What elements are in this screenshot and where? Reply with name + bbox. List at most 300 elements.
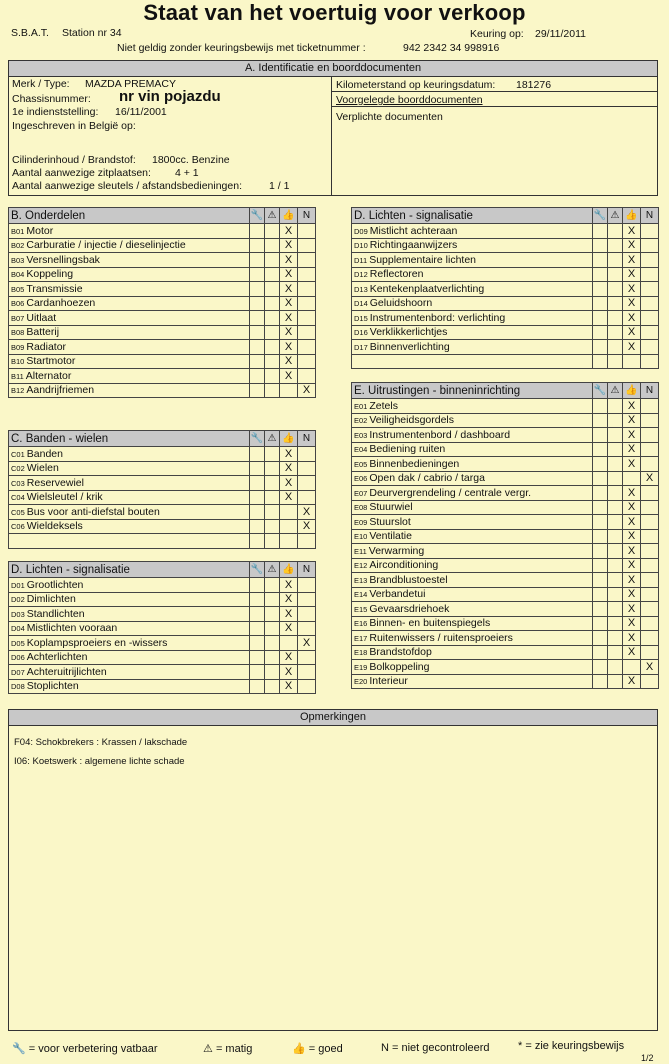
rating-cell <box>593 267 608 282</box>
table-row <box>9 490 316 505</box>
warning-icon: ⚠ <box>608 383 623 399</box>
rating-cell: X <box>623 428 641 443</box>
table-row <box>9 679 316 694</box>
rating-cell <box>593 238 608 253</box>
rating-cell <box>593 515 608 530</box>
table-row <box>9 461 316 476</box>
rating-cell: X <box>623 340 641 355</box>
item-label: Transmissie <box>26 282 83 295</box>
identification-divider <box>331 76 332 195</box>
rating-cell <box>608 486 623 501</box>
item-label: Koplampsproeiers en -wissers <box>26 636 168 649</box>
item-label: Verbandetui <box>369 588 426 601</box>
item-label: Ventilatie <box>369 530 412 543</box>
wrench-icon: 🔧 <box>250 208 265 224</box>
table-row <box>9 447 316 462</box>
rating-cell: X <box>280 325 298 340</box>
item-label: Verklikkerlichtjes <box>369 326 448 339</box>
table-row <box>352 674 659 689</box>
item-code: D05 <box>11 638 25 648</box>
rating-cell: X <box>280 340 298 355</box>
warning-icon: ⚠ <box>203 1043 213 1055</box>
item-code: E07 <box>354 488 368 498</box>
page-number: 1/2 <box>641 1053 654 1063</box>
section-title: D. Lichten - signalisatie <box>352 208 593 224</box>
item-label: Motor <box>26 224 54 237</box>
rating-cell <box>608 587 623 602</box>
item-label: Standlichten <box>26 607 85 620</box>
make-label: Merk / Type: <box>12 78 70 90</box>
legend-good: 👍 = goed <box>292 1043 343 1055</box>
item-code: E03 <box>354 430 368 440</box>
rating-cell <box>265 621 280 636</box>
rating-cell <box>593 253 608 268</box>
item-code: D10 <box>354 241 368 251</box>
item-code: C01 <box>11 449 25 459</box>
rating-cell <box>298 490 316 505</box>
rating-cell: X <box>623 399 641 414</box>
rating-cell <box>641 486 659 501</box>
inspection-label: Keuring op: <box>470 28 524 40</box>
item-label: Batterij <box>26 326 60 339</box>
rating-cell <box>608 674 623 689</box>
table-row <box>9 296 316 311</box>
rating-cell: X <box>623 325 641 340</box>
rating-cell <box>641 674 659 689</box>
rating-cell <box>608 413 623 428</box>
rating-cell <box>593 442 608 457</box>
rating-cell <box>608 311 623 326</box>
rating-cell <box>250 253 265 268</box>
chassis-value: nr vin pojazdu <box>119 88 221 105</box>
item-code: E11 <box>354 546 367 556</box>
table-row <box>9 369 316 384</box>
item-code: B09 <box>11 342 25 352</box>
item-label: Mistlichten vooraan <box>26 622 118 635</box>
table-row <box>352 500 659 515</box>
rating-cell: X <box>280 253 298 268</box>
wrench-icon: 🔧 <box>250 562 265 578</box>
item-code: E20 <box>354 677 368 687</box>
empty-row <box>352 354 659 369</box>
rating-cell <box>641 544 659 559</box>
rating-cell <box>641 515 659 530</box>
rating-cell: X <box>623 238 641 253</box>
section-title: B. Onderdelen <box>9 208 250 224</box>
item-label: Bediening ruiten <box>369 443 446 456</box>
keys-label: Aantal aanwezige sleutels / afstandsbedieningen: <box>12 180 242 192</box>
item-label: Deurvergrendeling / centrale vergr. <box>369 486 532 499</box>
rating-cell <box>593 340 608 355</box>
rating-cell: X <box>623 558 641 573</box>
rating-cell <box>250 383 265 398</box>
rating-cell <box>250 592 265 607</box>
item-label: Reservewiel <box>26 476 84 489</box>
item-code: D06 <box>11 653 25 663</box>
rating-cell: X <box>298 636 316 651</box>
item-code: D08 <box>11 682 25 692</box>
rating-cell <box>593 602 608 617</box>
item-code: B05 <box>11 284 25 294</box>
table-row <box>352 558 659 573</box>
rating-cell: X <box>280 650 298 665</box>
item-code: D02 <box>11 595 25 605</box>
rating-cell <box>298 340 316 355</box>
section-title: C. Banden - wielen <box>9 431 250 447</box>
rating-cell: X <box>623 674 641 689</box>
rating-cell <box>250 282 265 297</box>
rating-cell <box>265 650 280 665</box>
rating-cell <box>608 573 623 588</box>
warning-icon: ⚠ <box>265 431 280 447</box>
item-code: B07 <box>11 313 25 323</box>
rating-cell <box>265 267 280 282</box>
rating-cell <box>608 515 623 530</box>
table-row <box>9 354 316 369</box>
rating-cell <box>608 558 623 573</box>
section-tires-wheels <box>8 430 316 549</box>
rating-cell: X <box>623 311 641 326</box>
first-registration-value: 16/11/2001 <box>115 106 167 118</box>
rating-cell: X <box>280 476 298 491</box>
item-code: E14 <box>354 590 368 600</box>
rating-cell: X <box>623 486 641 501</box>
item-label: Zetels <box>369 399 398 412</box>
item-code: E02 <box>354 416 368 426</box>
rating-cell: X <box>623 544 641 559</box>
rating-cell <box>265 253 280 268</box>
remark-line: F04: Schokbrekers : Krassen / lakschade <box>14 737 188 748</box>
rating-cell <box>250 650 265 665</box>
item-code: D01 <box>11 580 25 590</box>
rating-cell <box>250 505 265 520</box>
item-label: Richtingaanwijzers <box>369 239 458 252</box>
rating-cell <box>250 679 265 694</box>
item-code: D04 <box>11 624 25 634</box>
first-registration-label: 1e indienststelling: <box>12 106 99 118</box>
rating-cell: X <box>280 447 298 462</box>
rating-cell <box>608 340 623 355</box>
rating-cell <box>593 573 608 588</box>
org-name: S.B.A.T. <box>11 27 49 39</box>
item-code: E04 <box>354 445 368 455</box>
table-row <box>352 267 659 282</box>
table-row <box>9 519 316 534</box>
table-row <box>352 442 659 457</box>
rating-cell <box>608 602 623 617</box>
item-code: E15 <box>354 604 368 614</box>
rating-cell <box>250 636 265 651</box>
table-row <box>9 636 316 651</box>
remarks-box <box>8 709 658 1031</box>
rating-cell <box>265 476 280 491</box>
identification-heading: A. Identificatie en boorddocumenten <box>9 61 657 77</box>
item-code: C05 <box>11 507 25 517</box>
rating-cell: X <box>280 354 298 369</box>
rating-cell <box>298 621 316 636</box>
rating-cell <box>250 325 265 340</box>
table-row <box>352 602 659 617</box>
rating-cell <box>280 636 298 651</box>
rating-cell <box>593 471 608 486</box>
rating-cell <box>641 587 659 602</box>
rating-cell <box>280 519 298 534</box>
item-code: B01 <box>11 226 25 236</box>
rating-cell <box>298 578 316 593</box>
rating-cell: X <box>280 224 298 239</box>
item-code: B03 <box>11 255 25 265</box>
rating-cell <box>298 461 316 476</box>
rating-cell <box>608 325 623 340</box>
rating-cell: X <box>280 679 298 694</box>
rating-cell <box>608 645 623 660</box>
rating-cell <box>641 442 659 457</box>
identification-box <box>8 60 658 196</box>
table-row <box>352 282 659 297</box>
table-row <box>9 253 316 268</box>
rating-cell <box>608 399 623 414</box>
rating-cell <box>641 325 659 340</box>
rating-cell: X <box>280 282 298 297</box>
remarks-heading: Opmerkingen <box>9 710 657 726</box>
item-label: Cardanhoezen <box>26 297 96 310</box>
item-label: Wieldeksels <box>26 520 83 533</box>
item-label: Grootlichten <box>26 578 84 591</box>
rating-cell <box>265 592 280 607</box>
rating-cell <box>593 645 608 660</box>
rating-cell <box>641 558 659 573</box>
rating-cell: X <box>623 413 641 428</box>
rating-cell: X <box>280 461 298 476</box>
rating-cell: X <box>623 282 641 297</box>
rating-cell <box>641 573 659 588</box>
table-row <box>9 621 316 636</box>
table-row <box>352 631 659 646</box>
table-row <box>9 476 316 491</box>
registered-label: Ingeschreven in België op: <box>12 120 136 132</box>
item-label: Versnellingsbak <box>26 253 100 266</box>
rating-cell <box>593 486 608 501</box>
rating-cell <box>250 461 265 476</box>
rating-cell <box>265 224 280 239</box>
rating-cell <box>265 607 280 622</box>
rating-cell: X <box>280 369 298 384</box>
rating-cell <box>641 267 659 282</box>
table-row <box>9 325 316 340</box>
rating-cell <box>298 267 316 282</box>
validity-note: Niet geldig zonder keuringsbewijs met ticketnummer : <box>117 42 366 54</box>
item-code: E01 <box>354 401 368 411</box>
rating-cell <box>298 592 316 607</box>
table-row <box>352 457 659 472</box>
legend-repair: 🔧 = voor verbetering vatbaar <box>12 1043 158 1055</box>
rating-cell <box>608 282 623 297</box>
shown-documents-label: Voorgelegde boorddocumenten <box>336 94 483 106</box>
item-label: Verwarming <box>368 544 425 557</box>
rating-cell: X <box>623 515 641 530</box>
table-row <box>9 578 316 593</box>
rating-cell <box>298 665 316 680</box>
rating-cell <box>298 354 316 369</box>
rating-cell <box>265 369 280 384</box>
table-row <box>9 311 316 326</box>
rating-cell: X <box>623 529 641 544</box>
table-row <box>9 383 316 398</box>
rating-cell: X <box>623 631 641 646</box>
rating-cell <box>280 505 298 520</box>
rating-cell: X <box>623 457 641 472</box>
rating-cell <box>608 544 623 559</box>
rating-cell <box>265 636 280 651</box>
item-label: Wielsleutel / krik <box>26 491 103 504</box>
item-label: Open dak / cabrio / targa <box>369 472 485 485</box>
item-code: E10 <box>354 532 368 542</box>
table-row <box>9 505 316 520</box>
warning-icon: ⚠ <box>265 208 280 224</box>
rating-cell <box>593 296 608 311</box>
warning-icon: ⚠ <box>265 562 280 578</box>
rating-cell <box>608 267 623 282</box>
table-row <box>352 660 659 675</box>
item-code: B04 <box>11 270 25 280</box>
rating-cell <box>265 665 280 680</box>
wrench-icon: 🔧 <box>12 1043 26 1055</box>
rating-cell: X <box>298 505 316 520</box>
item-label: Bolkoppeling <box>369 660 430 673</box>
rating-cell <box>593 529 608 544</box>
section-title: E. Uitrustingen - binneninrichting <box>352 383 593 399</box>
rating-cell <box>641 631 659 646</box>
rating-cell <box>641 602 659 617</box>
wrench-icon: 🔧 <box>593 208 608 224</box>
item-code: D14 <box>354 299 368 309</box>
rating-cell <box>593 674 608 689</box>
thumbs-up-icon: 👍 <box>280 208 298 224</box>
table-row <box>352 529 659 544</box>
rating-cell <box>265 354 280 369</box>
item-label: Uitlaat <box>26 311 57 324</box>
thumbs-up-icon: 👍 <box>623 383 641 399</box>
item-label: Mistlicht achteraan <box>369 224 458 237</box>
item-label: Brandstofdop <box>369 646 432 659</box>
mileage-value: 181276 <box>516 79 552 91</box>
rating-cell: X <box>623 616 641 631</box>
item-label: Koppeling <box>26 268 74 281</box>
legend-not-checked: N = niet gecontroleerd <box>381 1042 490 1054</box>
rating-cell <box>593 587 608 602</box>
item-code: D07 <box>11 667 25 677</box>
rating-cell: X <box>280 621 298 636</box>
rating-cell: X <box>641 471 659 486</box>
item-label: Wielen <box>26 462 59 475</box>
rating-cell <box>641 340 659 355</box>
rating-cell: X <box>280 238 298 253</box>
rating-cell <box>265 238 280 253</box>
thumbs-up-icon: 👍 <box>280 431 298 447</box>
rating-cell <box>608 238 623 253</box>
rating-cell: X <box>280 311 298 326</box>
rating-cell <box>250 238 265 253</box>
rating-cell <box>608 631 623 646</box>
rating-cell <box>641 457 659 472</box>
wrench-icon: 🔧 <box>250 431 265 447</box>
rating-cell <box>593 282 608 297</box>
item-label: Binnen- en buitenspiegels <box>369 617 491 630</box>
table-row <box>352 296 659 311</box>
table-row <box>352 645 659 660</box>
section-title: D. Lichten - signalisatie <box>9 562 250 578</box>
remark-line: I06: Koetswerk : algemene lichte schade <box>14 756 185 767</box>
table-row <box>352 325 659 340</box>
not-checked-icon: N <box>298 431 316 447</box>
item-label: Supplementaire lichten <box>369 253 477 266</box>
table-row <box>9 650 316 665</box>
rating-cell <box>593 500 608 515</box>
not-checked-icon: N <box>298 208 316 224</box>
mileage-label: Kilometerstand op keuringsdatum: <box>336 79 496 91</box>
rating-cell <box>265 505 280 520</box>
rating-cell: X <box>623 587 641 602</box>
rating-cell <box>298 476 316 491</box>
table-row <box>9 238 316 253</box>
rating-cell <box>298 607 316 622</box>
table-row <box>352 413 659 428</box>
item-code: E12 <box>354 561 368 571</box>
ticket-number: 942 2342 34 998916 <box>403 42 500 54</box>
item-code: B12 <box>11 386 25 396</box>
rating-cell <box>608 660 623 675</box>
rating-cell <box>250 490 265 505</box>
item-label: Ruitenwissers / ruitensproeiers <box>369 631 513 644</box>
item-code: B11 <box>11 371 24 381</box>
table-row <box>352 573 659 588</box>
rating-cell <box>593 457 608 472</box>
table-row <box>9 340 316 355</box>
item-label: Stuurslot <box>369 515 411 528</box>
item-label: Radiator <box>26 340 67 353</box>
item-code: C04 <box>11 493 25 503</box>
rating-cell <box>280 383 298 398</box>
rating-cell <box>265 311 280 326</box>
section-equipment-interior <box>351 382 659 689</box>
rating-cell <box>608 224 623 239</box>
rating-cell <box>593 660 608 675</box>
rating-cell <box>265 447 280 462</box>
rating-cell <box>250 224 265 239</box>
engine-label: Cilinderinhoud / Brandstof: <box>12 154 136 166</box>
required-documents-label: Verplichte documenten <box>336 111 443 123</box>
rating-cell <box>265 519 280 534</box>
item-label: Startmotor <box>26 355 76 368</box>
rating-cell <box>298 325 316 340</box>
rating-cell <box>250 354 265 369</box>
item-code: E06 <box>354 474 368 484</box>
rating-cell <box>641 311 659 326</box>
rating-cell <box>250 665 265 680</box>
rating-cell <box>608 428 623 443</box>
engine-value: 1800cc. Benzine <box>152 154 230 166</box>
rating-cell: X <box>623 442 641 457</box>
table-row <box>352 399 659 414</box>
thumbs-up-icon: 👍 <box>292 1043 306 1055</box>
item-code: E18 <box>354 648 368 658</box>
rating-cell <box>641 253 659 268</box>
rating-cell <box>265 296 280 311</box>
table-row <box>352 253 659 268</box>
rating-cell <box>593 428 608 443</box>
seats-value: 4 + 1 <box>175 167 199 179</box>
item-code: D17 <box>354 342 368 352</box>
